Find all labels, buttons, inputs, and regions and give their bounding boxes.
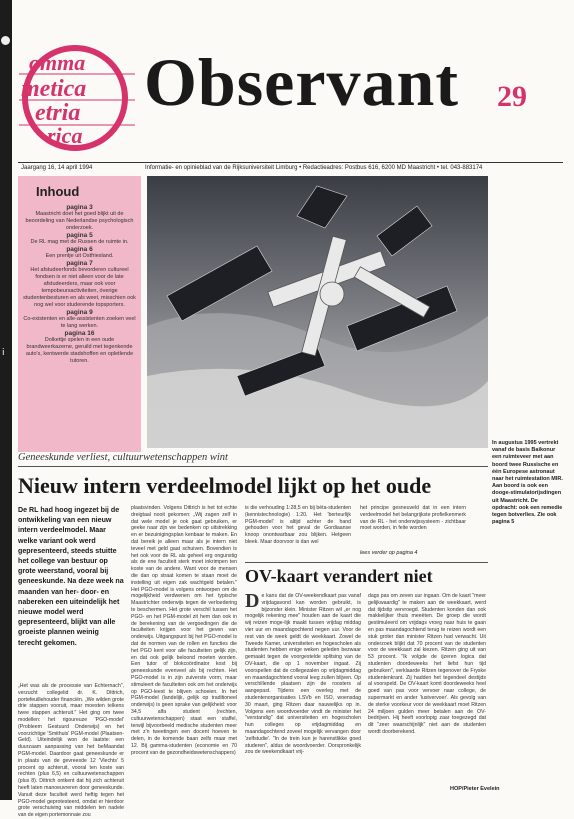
photo-credit: HOP/Pieter Evelein	[450, 786, 500, 792]
masthead-title: Observant	[144, 44, 459, 120]
info-bar	[18, 162, 563, 175]
toc-summary: Een prentje uit Ostfriesland.	[45, 253, 114, 259]
contents-title: Inhoud	[36, 184, 80, 199]
toc-item[interactable]	[22, 260, 137, 309]
contents-list	[22, 204, 137, 365]
toc-page-ref: pagina 9	[66, 309, 93, 316]
divider	[245, 562, 488, 563]
issue-date: Jaargang 16, 14 april 1994	[21, 165, 93, 171]
ov-body-text: e kans dat de OV-weekendkaart pas vanaf vrijdagavond kan worden gebruikt, is bijzonder klein. Minister Ritzen wil „er nog mogelijk rekening mee" houden aan de kaart die wij reizen moge-lijk maakt tussen vrijdag middag vier uur en maandagochtend negen uur. Voor de rest van de week geldt de weekkaart. Zowel de Tweede Kamer, universiteiten en hogescholen als studenten hebben enige weken geleden bezwaar gemaakt tegen de voorgestelde splitsing van de OV-kaart, die op 1 november ingaat. Zij voorspellen dat de collegezalen op vrijdagmiddag en maandagochtend vooral leeg zullen blijven. Op verschillende plaatsen zijn de roosters al aangepast. Tijdens een overleg met de studentenorganisaties LSVb en ISO, woensdag 30 maart, ging Ritzen daar nauwelijks op in. Volgens een woordvoerder vindt de minister het "verstandig" dat universiteiten en hogescholen hun colleges op vrijdagmiddag en maandagochtend zoveel mogelijk vervangen door 'zelfstudie'. "In de trein kun je harenstlikke goed studeren", aldus de woordvoerder. Oorspronkelijk zou de weekendkaart vrij-	[245, 593, 361, 756]
toc-item[interactable]	[22, 309, 137, 330]
toc-page-ref: pagina 3	[66, 204, 93, 211]
article-kicker: Geneeskunde verliest, cultuurwetenschappen wint	[18, 452, 228, 463]
toc-page-ref: pagina 6	[66, 246, 93, 253]
toc-item[interactable]	[22, 330, 137, 365]
logo-line-3: etria	[35, 100, 81, 126]
toc-summary: Het afstudeerfonds bevorderen cultureel fondsen is er niet alleen voor de late afstudeerders, maar ook voor tempobeursactiviteiten, óverige studentenbesturen en als weet, misschien ook nog wel voor studerende topsporters.	[23, 267, 136, 308]
ov-body-col2: dags pas om zeven uur ingaan. Om de kaart "meer gelijkwaardig" te maken aan de weekkaart, werd dat tijdstip vervroegd. Studenten konden dan ook makkelijker thuis meeëten. De groep die wordt gestimuleerd om vrijdags vroeg naar huis te gaan en pas maandagochtend terug te reizen wordt een stuk groter dan minister Ritzen had verwacht. Uit onderzoek blijkt dat 70 procent van de studenten voor de weekkaart zal kiezen. Ritzen ging uit van 53 procent. "Ik volgde de ijzeren logica dat studenten doordeweeks het liefst hun tijd gebruiken", verklaarde Ritzen tegenover de Fryske studentenkrant. Zij hadden het tegendeel destijds al voorspeld. De OV-kaart komt doordeweeks heel goed van pas voor vervoer naar college, de supermarkt en ander 'lustvervoer'. Als gevolg van de sterke voorkeur voor de weekkaart moet Ritzen 24 miljoen gulden meer betalen aan de OV-bedrijven. Hij heeft voorlopig zaar toegezegd dat dit "zeer waarschijnlijk" niet aan de studenten wordt doorberekend.	[368, 593, 486, 735]
ov-headline[interactable]: OV-kaart verandert niet	[245, 566, 433, 586]
toc-page-ref: pagina 5	[66, 232, 93, 239]
toc-item[interactable]	[22, 246, 137, 260]
article-body-col1: „Het was als de processie van Echternach", verzucht collegelid dr. K. Dittrich, portefeuillehouder financiën. „We wilden grote drie stappen vooruit, maar moesten telkens twee stappen achteruit." Het ging om twee modellen: het rigoureuze 'PGO-model' (Probleem Gestuurd Onderwijs) en het voorzichtige 'Smithuis' PGM-model (Plaatsen-Geld). Uiteindelijk won de laatste: een duurzaam aanpassing van het beMaandat PGM-model. Daardoor gaat geneeskunde er in plaats van de gevreesde 12 'Vlechts' 5 procent op achteruit, vooral ten koste van rechten (plus 6,5) en cultuurwetenschappen (plus 8). Dittrich ontkent dat hij zich achteruit heeft laten manoeuvreren door geneeskunde. Vanuit deze faculteit werd heftig tegen het PGO-model geprotesteerd, omdat er hierdoor grote verschuiving van middelen ten nadele van de eigen portemonnaie zou	[18, 683, 124, 819]
masthead-logo	[17, 40, 140, 160]
continued-link[interactable]: lees verder op pagina 4	[360, 550, 418, 556]
page-edge	[0, 0, 12, 800]
article-body-col3: is die verhouding 1:28,5 en bij bèta-studenten (kennistechnologie) 1:20. Het 'berteurlijk PGM-model' is altijd achter de hand gehouden voor het geval de Gordiaanse knoop onontwarbaar zou blijken. Hetgeen bleek. Maar doorvoor is dan wel	[245, 505, 351, 545]
space-station-photo	[147, 176, 488, 448]
toc-summary: Maastricht doet het goed blijkt uit de beoordeling van Nederlandse psychologisch onderzoek.	[25, 211, 134, 231]
edge-glyph: i	[2, 348, 5, 358]
logo-line-2: metica	[21, 76, 87, 102]
article-lead: De RL had hoog ingezet bij de ontwikkeling van een nieuw intern verdeelmodel. Maar welke variant ook werd gepresenteerd, steeds stuitte het college van bestuur op grote weerstand, vooral bij geneeskunde. Na deze week na maanden van her- door- en nabereken een uiteindelijk het nieuwe model werd gepresenteerd, blijkt van alle groeiste plannen weinig terecht gekomen.	[18, 506, 124, 647]
drop-cap: D	[245, 590, 260, 612]
contents-box	[18, 176, 141, 452]
logo-line-4: rica	[47, 123, 83, 148]
toc-page-ref: pagina 16	[64, 330, 95, 337]
article-headline[interactable]: Nieuw intern verdeelmodel lijkt op het oude	[18, 473, 432, 498]
divider	[18, 466, 488, 467]
toc-item[interactable]	[22, 204, 137, 232]
binder-hole	[1, 36, 10, 45]
toc-summary: De RL mag met de Russen de ruimte in.	[30, 239, 129, 245]
toc-summary: Co-existenten en alle-assistenten zoeken veel te lang werken.	[23, 316, 136, 329]
toc-item[interactable]	[22, 232, 137, 246]
article-body-col2: plaatsvinden. Volgens Dittrich is het tot echte dreigtaal nooit gekomen: „Wij zagen zelf in dat wele model je ook gaat gebruiken, er geeke naar zijn we bedenken op uitstrekking en er bezuinigingsplan kenbaar te maken. En dat bereik je alleen maar als je intern niet teveel met geld gaat schuiven. Bovendien is het ook voor de RL als geheel erg ongunstig als de ene faculteit sterk moet inkrimpen ten koste van de andere. Want voor de mensen die dan op straat komen te staan moet de instelling uit eigen zak wachtgeld betalen." Het PGO-model is volgens ontworpen om de mogelijkheid verdwenen om het typische Maastrichter onderwijs tegen de verloedering te beschermen. Het grote verschil tussen het PGO- en het PGM-model zit hem dan ook in de berekening van de vergoedingen die de faculteiten krijgen voor het geven van onderwijs. Uitgangspunt bij het PGO-model is dat de normen van de rollen en functies die het PGO kent voor alle faculteiten gelijk zijn, en dat ook gelijk beloond moeten worden. Een tutor of blokcoördinator kost bij geneeskunde evenveel als bij rechten. Het PGO-model is in zijn zuiverste vorm, maar stimuleert de faculteiten ook om het onderwijs op PGO-leest te blijven schoeien. In het PGM-model (landelijk, gelijk op traditioneel onderwijs) is geen sprake van gelijkheid: voor 34,5 alfa student (rechten, cultuurwetenschappen) staat een staffel, terwijl bijvoorbeeld medische studenten meer met z'n tweetingen een docent hoeven te delen, in de komende baan zelfs maar met 12. Bij gamma-studenten (economie en 70 procent van de gezondheidswetenschappers)	[131, 505, 237, 756]
photo-caption: In augustus 1995 vertrekt vanaf de basis Baikonur een ruimteveer met aan boord twee Russische en één Europese astronaut naar het ruimtestation MIR. Aan boord is ook een dooge-stimulatorijsdingen uit Maastricht. De opdracht: ook een remedie tegen botverlies. Zie ook pagina 5	[492, 440, 563, 526]
logo-line-1: omma	[29, 50, 86, 75]
article-body-col4: het principe gesneuveld dat in een intern verdeelmodel het belangrijkste profielkenmerk van de RL - het onderwijssysteem - zichtbaar moet worden, in feite worden	[360, 505, 466, 532]
publisher-info: Informatie- en opinieblad van de Rijksuniversiteit Limburg • Redactieadres: Postbus 616, 6200 MD Maastricht • tel. 043-883174	[145, 165, 483, 171]
ov-body-col1	[245, 590, 361, 756]
toc-page-ref: pagina 7	[66, 260, 93, 267]
toc-summary: Dolkettje spelen in een oude brandweerkazerne, geruild met tegenkende auto's, kentwerde stadshoffen en opletlende tutoren.	[25, 337, 134, 364]
issue-number: 29	[497, 80, 527, 113]
